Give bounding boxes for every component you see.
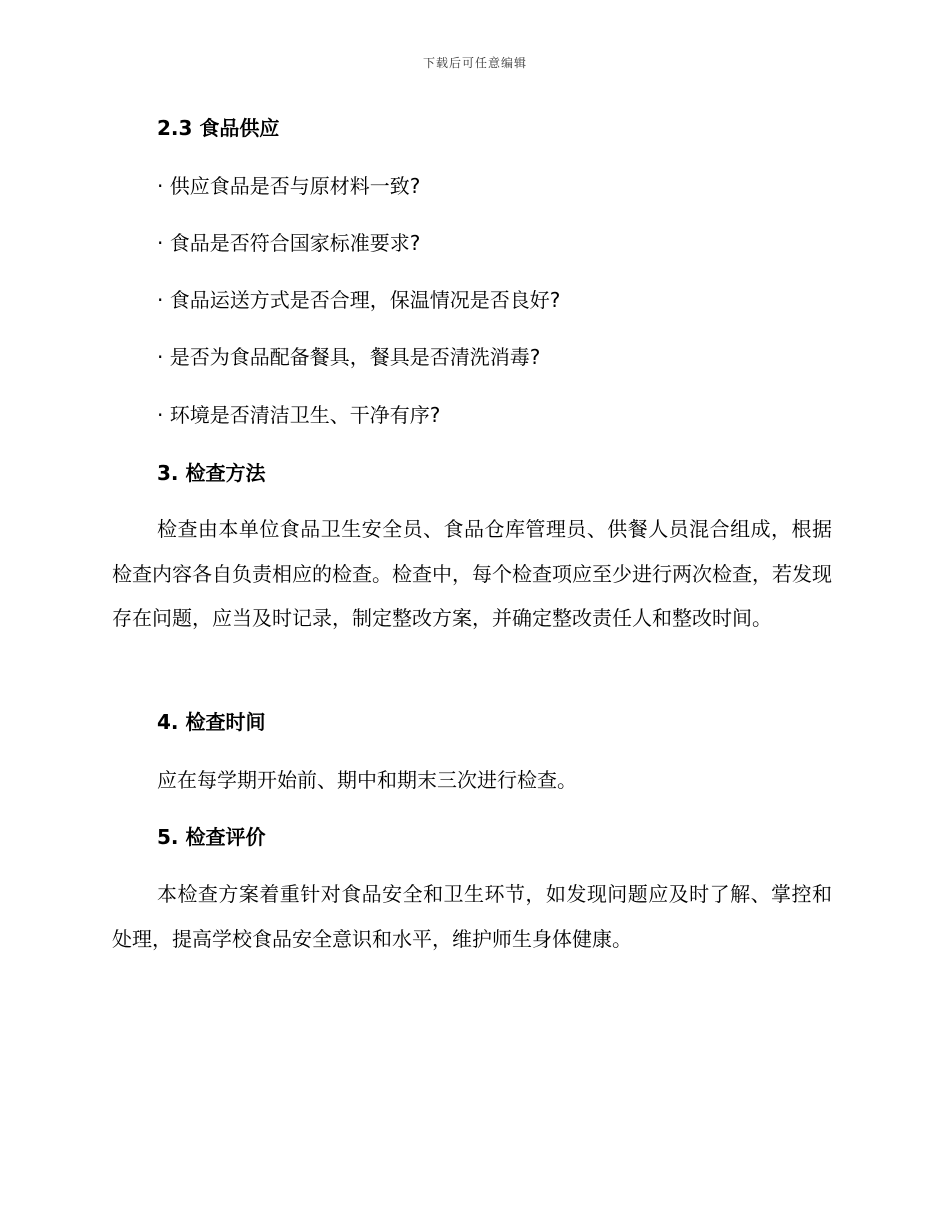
section-heading-2-3: 2.3 食品供应 bbox=[157, 116, 280, 140]
section-heading-5: 5. 检查评价 bbox=[157, 825, 266, 849]
checklist-item-2: · 食品是否符合国家标准要求? bbox=[157, 231, 421, 255]
header-note: 下载后可任意编辑 bbox=[422, 56, 527, 70]
checklist-item-4: · 是否为食品配备餐具，餐具是否清洗消毒? bbox=[157, 345, 541, 369]
checklist-item-5: · 环境是否清洁卫生、干净有序? bbox=[157, 403, 441, 427]
inspection-time-paragraph: 应在每学期开始前、期中和期末三次进行检查。 bbox=[157, 768, 577, 792]
checklist-item-3: · 食品运送方式是否合理，保温情况是否良好? bbox=[157, 288, 561, 312]
inspection-method-paragraph: 检查由本单位食品卫生安全员、食品仓库管理员、供餐人员混合组成，根据检查内容各自负责相应的检查。检查中，每个检查项应至少进行两次检查，若发现存在问题，应当及时记录，制定整改方案，并确定整改责任人和整改时间。 bbox=[112, 517, 832, 630]
section-heading-3: 3. 检查方法 bbox=[157, 461, 266, 485]
section-heading-4: 4. 检查时间 bbox=[157, 710, 266, 734]
checklist-item-1: · 供应食品是否与原材料一致? bbox=[157, 174, 421, 198]
inspection-evaluation-paragraph: 本检查方案着重针对食品安全和卫生环节，如发现问题应及时了解、掌控和处理，提高学校食品安全意识和水平，维护师生身体健康。 bbox=[112, 882, 832, 951]
